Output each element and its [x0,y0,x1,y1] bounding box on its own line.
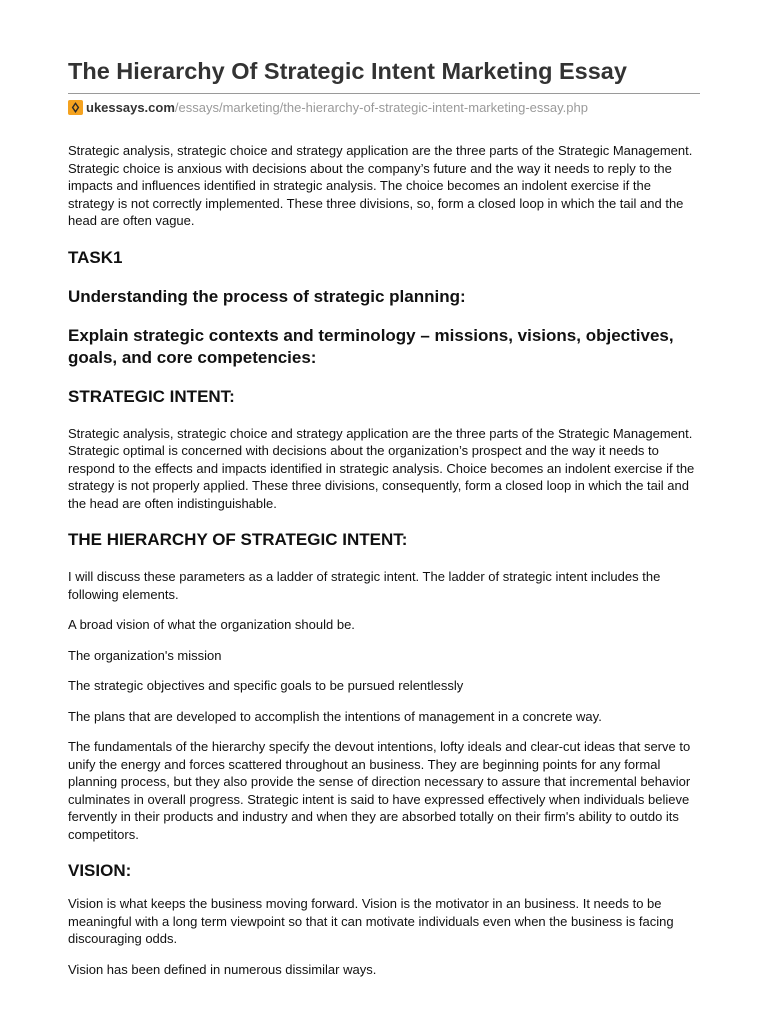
intro-paragraph: Strategic analysis, strategic choice and strategy application are the three parts of the Strategic Management. Strategic choice is anxious with decisions about the company’s future and the way it needs to reply to the impacts and influences identified in strategic analysis. The choice becomes an indolent exercise if the strategy is not correctly implemented. These three divisions, so, form a closed loop in which the tail and the head are often vague. [68,143,693,228]
strategic-intent-paragraph: Strategic analysis, strategic choice and strategy application are the three parts of the Strategic Management. Strategic optimal is concerned with decisions about the organization’s prospect and the way it needs to respond to the effects and impacts identified in strategic analysis. Choice becomes an indolent exercise if the strategy is not properly applied. These three divisions, consequently, form a closed loop in which the tail and the head are often indistinguishable. [68,425,695,511]
explain-heading: Explain strategic contexts and terminology – missions, visions, objectives, goals, and core competencies: [68,325,674,367]
vision-defined-paragraph: Vision has been defined in numerous dissimilar ways. [68,961,377,977]
source-url[interactable] [68,98,700,116]
hierarchy-element-vision: A broad vision of what the organization should be. [68,617,355,632]
vision-heading: VISION: [68,861,132,880]
source-domain[interactable]: ukessays.com [86,99,175,115]
hierarchy-element-mission: The organization's mission [68,647,222,663]
hierarchy-fundamentals-paragraph: The fundamentals of the hierarchy specify the devout intentions, lofty ideals and clear-cut ideas that serve to unify the energy and forces scattered throughout an business. They are beginning points for any formal planning process, but they also provide the sense of direction necessary to assure that incremental behavior culminates in overall progress. Strategic intent is said to have expressed effectively when individuals believe fervently in their products and industry and when they are absorbed totally on their firm's ability to outdo its competitors. [68,739,691,842]
ukessays-logo-icon [68,100,83,115]
hierarchy-heading: THE HIERARCHY OF STRATEGIC INTENT: [68,530,408,549]
source-path[interactable]: /essays/marketing/the-hierarchy-of-strategic-intent-marketing-essay.php [174,99,588,115]
hierarchy-intro-paragraph: I will discuss these parameters as a ladder of strategic intent. The ladder of strategic intent includes the following elements. [68,569,661,602]
task-heading: TASK1 [68,247,123,267]
page-title: The Hierarchy Of Strategic Intent Marketing Essay [68,58,627,84]
strategic-intent-heading: STRATEGIC INTENT: [68,386,235,406]
process-heading: Understanding the process of strategic planning: [68,286,466,306]
hierarchy-element-plans: The plans that are developed to accomplish the intentions of management in a concrete way. [68,708,602,724]
hierarchy-element-objectives: The strategic objectives and specific goals to be pursued relentlessly [68,678,464,693]
vision-paragraph: Vision is what keeps the business moving forward. Vision is the motivator in an business. It needs to be meaningful with a long term viewpoint so that it can motivate individuals even when the business is facing discouraging odds. [68,896,674,946]
title-divider [68,93,700,94]
essay-page [68,56,700,978]
